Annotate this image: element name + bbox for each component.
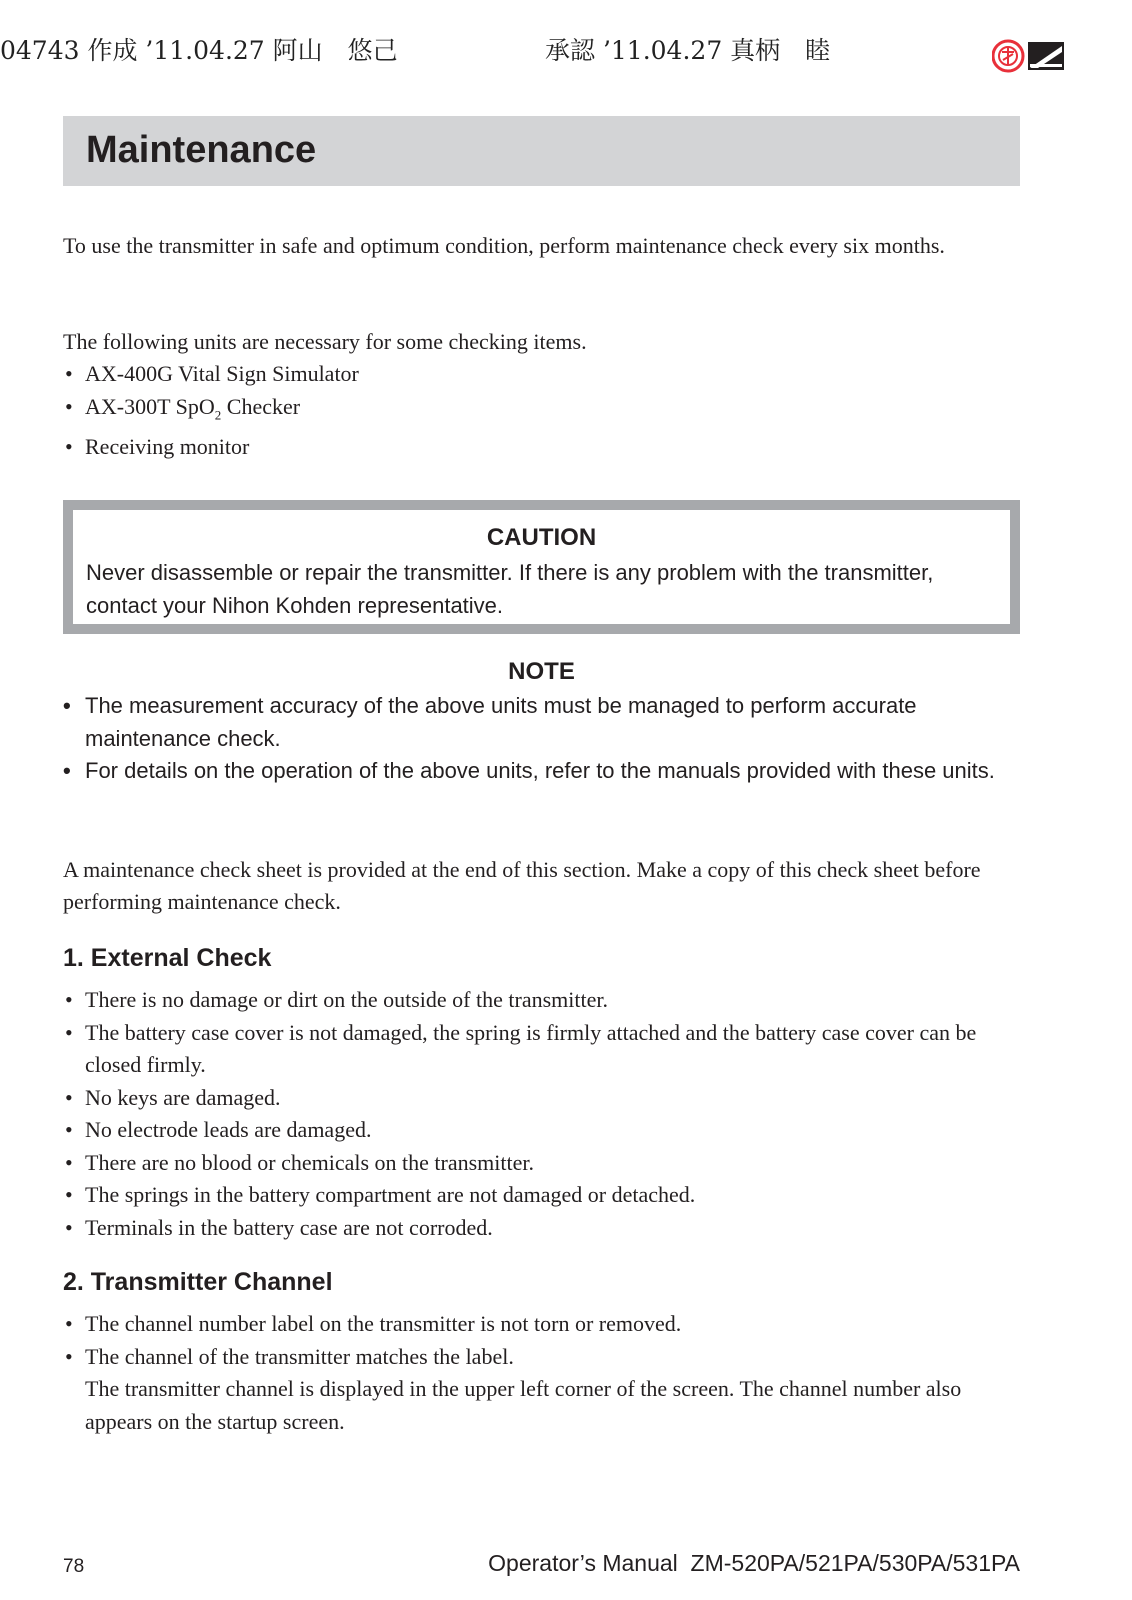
list-item-detail: The transmitter channel is displayed in the upper left corner of the screen. The channel number also appears on the startup screen.: [85, 1376, 962, 1434]
list-item: • There is no damage or dirt on the outside of the transmitter.: [65, 987, 608, 1012]
note-list: [63, 690, 1020, 788]
list-item: • The channel number label on the transmitter is not torn or removed.: [65, 1311, 682, 1336]
page-title-bar: [63, 116, 1020, 186]
stamp-created: 04743 作成 ’11.04.27 阿山 悠己: [0, 36, 398, 65]
stamp-approved: 承認 ’11.04.27 真柄 睦: [545, 36, 831, 65]
list-item: • The springs in the battery compartment are not damaged or detached.: [65, 1182, 696, 1207]
list-item: • There are no blood or chemicals on the transmitter.: [65, 1149, 535, 1175]
list-item: • The channel of the transmitter matches the label.: [65, 1343, 514, 1369]
caution-box: [63, 500, 1020, 634]
approval-seal-logo: [992, 38, 1072, 74]
list-item: • Terminals in the battery case are not corroded.: [65, 1214, 493, 1240]
list-item: • For details on the operation of the above units, refer to the manuals provided with these units.: [63, 758, 995, 783]
section-heading-external-check: 1. External Check: [63, 944, 272, 972]
check-sheet-paragraph: A maintenance check sheet is provided at the end of this section. Make a copy of this check sheet before performing maintenance check.: [63, 857, 981, 914]
page-number: 78: [63, 1556, 85, 1577]
note-title: NOTE: [508, 658, 575, 685]
section-heading-transmitter-channel: 2. Transmitter Channel: [63, 1268, 333, 1296]
caution-title: CAUTION: [486, 524, 597, 551]
list-item: • No electrode leads are damaged.: [65, 1117, 372, 1142]
approval-stamp: [0, 38, 900, 113]
external-check-list: [63, 984, 1003, 1244]
list-item: • Receiving monitor: [65, 434, 250, 460]
list-item: • No keys are damaged.: [65, 1084, 281, 1110]
manual-title: Operator’s Manual ZM-520PA/521PA/530PA/531PA: [488, 1550, 1020, 1576]
list-item: • The measurement accuracy of the above units must be managed to perform accurate maintenance check.: [63, 693, 917, 751]
list-item: • The battery case cover is not damaged, the spring is firmly attached and the battery case cover can be closed firmly.: [65, 1019, 977, 1077]
units-intro: The following units are necessary for some checking items.: [63, 329, 587, 354]
caution-body: Never disassemble or repair the transmitter. If there is any problem with the transmitter, contact your Nihon Kohden representative.: [86, 560, 934, 618]
page-title: Maintenance: [86, 129, 317, 171]
list-item: • AX-300T SpO$_2$ Checker: [65, 393, 301, 422]
intro-paragraph: To use the transmitter in safe and optimum condition, perform maintenance check every six months.: [63, 233, 945, 258]
transmitter-channel-list: [63, 1308, 1023, 1438]
list-item: • AX-400G Vital Sign Simulator: [65, 361, 359, 386]
required-units-list: [63, 358, 359, 464]
